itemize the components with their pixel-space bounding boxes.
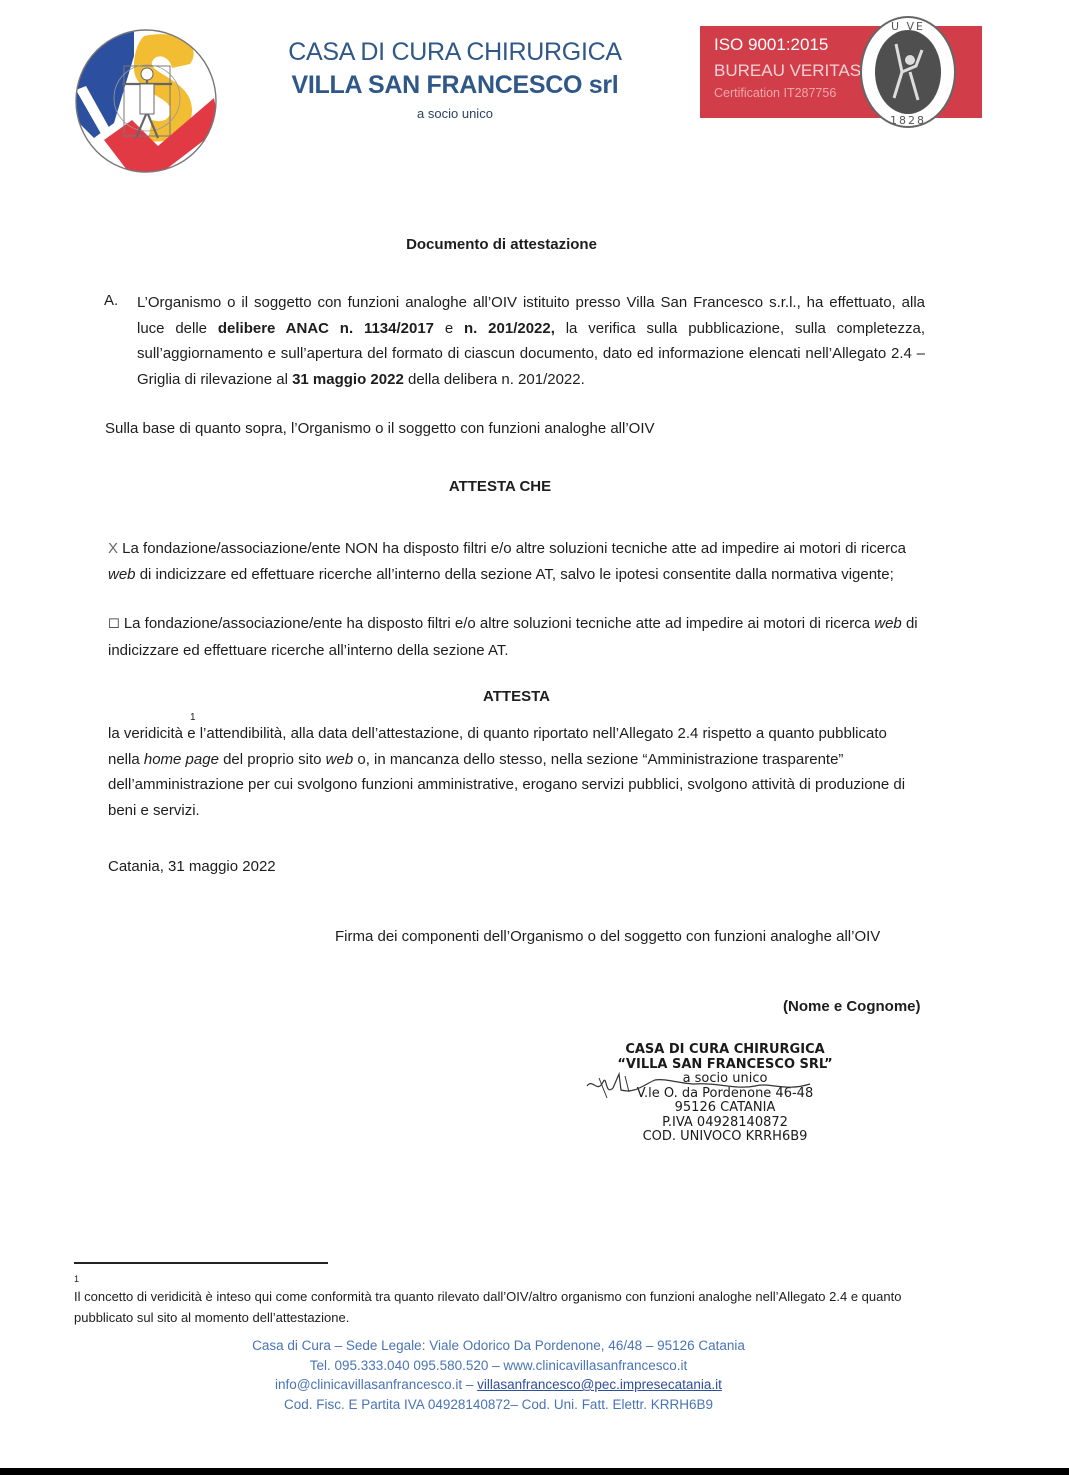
company-subtitle: a socio unico	[417, 106, 493, 121]
attesta-paragraph: la veridicità e l’attendibilità, alla data dell’attestazione, di quanto riportato nell’Allegato 2.4 rispetto a quanto pubblicato nella home page del proprio sito web o, in mancanza dello stesso, nella sezione “Amministrazione trasparente” dell’amministrazione per cui svolgono funzioni amministrative, erogano servizi pubblici, svolgono attività di produzione di beni e servizi.	[108, 725, 906, 819]
option-filters: ☐ La fondazione/associazione/ente ha disposto filtri e/o altre soluzioni tecniche atte ad impedire ai motori di ricerca web di indicizzare ed effettuare ricerche all’interno della sezione AT.	[108, 615, 918, 659]
section-a-label: A.	[104, 292, 119, 309]
checkbox-checked-icon[interactable]: X	[108, 540, 119, 557]
company-name-line1: CASA DI CURA CHIRURGICA	[288, 38, 622, 66]
iso-standard: ISO 9001:2015	[714, 35, 829, 54]
handwritten-signature-icon	[585, 1060, 815, 1105]
svg-text:1828: 1828	[890, 114, 926, 127]
stamp-line: “VILLA SAN FRANCESCO SRL”	[617, 1056, 833, 1072]
page-bottom-border	[0, 1468, 1069, 1475]
name-placeholder: (Nome e Cognome)	[783, 998, 921, 1015]
footer-phones-website: Tel. 095.333.040 095.580.520 – www.clinicavillasanfrancesco.it	[309, 1357, 688, 1373]
rilevazione-date: 31 maggio 2022	[292, 370, 404, 388]
heading-attesta-che: ATTESTA CHE	[448, 478, 552, 495]
footer-address: Casa di Cura – Sede Legale: Viale Odorico Da Pordenone, 46/48 – 95126 Catania	[252, 1338, 745, 1353]
stamp-line: P.IVA 04928140872	[662, 1114, 788, 1130]
bureau-veritas-seal-icon	[858, 14, 958, 130]
place-date: Catania, 31 maggio 2022	[108, 858, 276, 875]
cert-body: BUREAU VERITAS	[714, 61, 862, 80]
section-a-paragraph: L’Organismo o il soggetto con funzioni analoghe all’OIV istituito presso Villa San Francesco s.r.l., ha effettuato, alla luce delle delibere ANAC n. 1134/2017 e n. 201/2022, la verifica sulla pubblicazione, sulla completezza, sull’aggiornamento e sull’apertura del formato di ciascun documento, dato ed informazione elencati nell’Allegato 2.4 – Griglia di rilevazione al 31 maggio 2022 della delibera n. 201/2022.	[137, 294, 925, 388]
footnote-number: 1	[74, 1274, 80, 1284]
checkbox-unchecked-icon[interactable]: ☐	[108, 617, 120, 632]
vs-vitruvian-logo-icon	[74, 28, 220, 174]
company-name-line2: VILLA SAN FRANCESCO srl	[291, 71, 619, 99]
stamp-line: COD. UNIVOCO KRRH6B9	[642, 1129, 808, 1144]
cert-number: Certification IT287756	[714, 86, 837, 100]
delibera-201: n. 201/2022,	[464, 319, 555, 337]
footnote-reference[interactable]: 1	[190, 712, 196, 723]
stamp-line: CASA DI CURA CHIRURGICA	[625, 1042, 825, 1057]
option-no-filters: X La fondazione/associazione/ente NON ha disposto filtri e/o altre soluzioni tecniche atte ad impedire ai motori di ricerca web di indicizzare ed effettuare ricerche all’interno della sezione AT, salvo le ipotesi consentite dalla normativa vigente;	[108, 540, 906, 583]
footnote-separator	[74, 1262, 328, 1264]
footer-tax-codes: Cod. Fisc. E Partita IVA 04928140872– Cod. Uni. Fatt. Elettr. KRRH6B9	[284, 1396, 713, 1412]
delibera-1134: delibere ANAC n. 1134/2017	[217, 319, 435, 337]
svg-text:U VE: U VE	[890, 20, 926, 33]
intro-paragraph: Sulla base di quanto sopra, l’Organismo o il soggetto con funzioni analoghe all’OIV	[105, 420, 655, 437]
footnote-text: Il concetto di veridicità è inteso qui come conformità tra quanto rilevato dall’OIV/altro organismo con funzioni analoghe nell’Allegato 2.4 e quanto pubblicato sul sito al momento dell’attestazione.	[74, 1289, 902, 1325]
footer-email-link[interactable]: info@clinicavillasanfrancesco.it	[275, 1377, 463, 1392]
stamp-line: a socio unico	[682, 1071, 768, 1086]
signature-caption: Firma dei componenti dell’Organismo o del soggetto con funzioni analoghe all’OIV	[335, 928, 881, 945]
letterhead-footer	[0, 1336, 997, 1414]
stamp-line: 95126 CATANIA	[674, 1100, 776, 1115]
company-name-block	[270, 36, 640, 121]
heading-attesta: ATTESTA	[483, 688, 550, 705]
document-title: Documento di attestazione	[406, 236, 597, 253]
footer-emails: info@clinicavillasanfrancesco.it – villasanfrancesco@pec.impresecatania.it	[275, 1377, 722, 1392]
footer-pec-link[interactable]: villasanfrancesco@pec.impresecatania.it	[477, 1377, 722, 1392]
stamp-line: V.le O. da Pordenone 46-48	[636, 1085, 814, 1101]
